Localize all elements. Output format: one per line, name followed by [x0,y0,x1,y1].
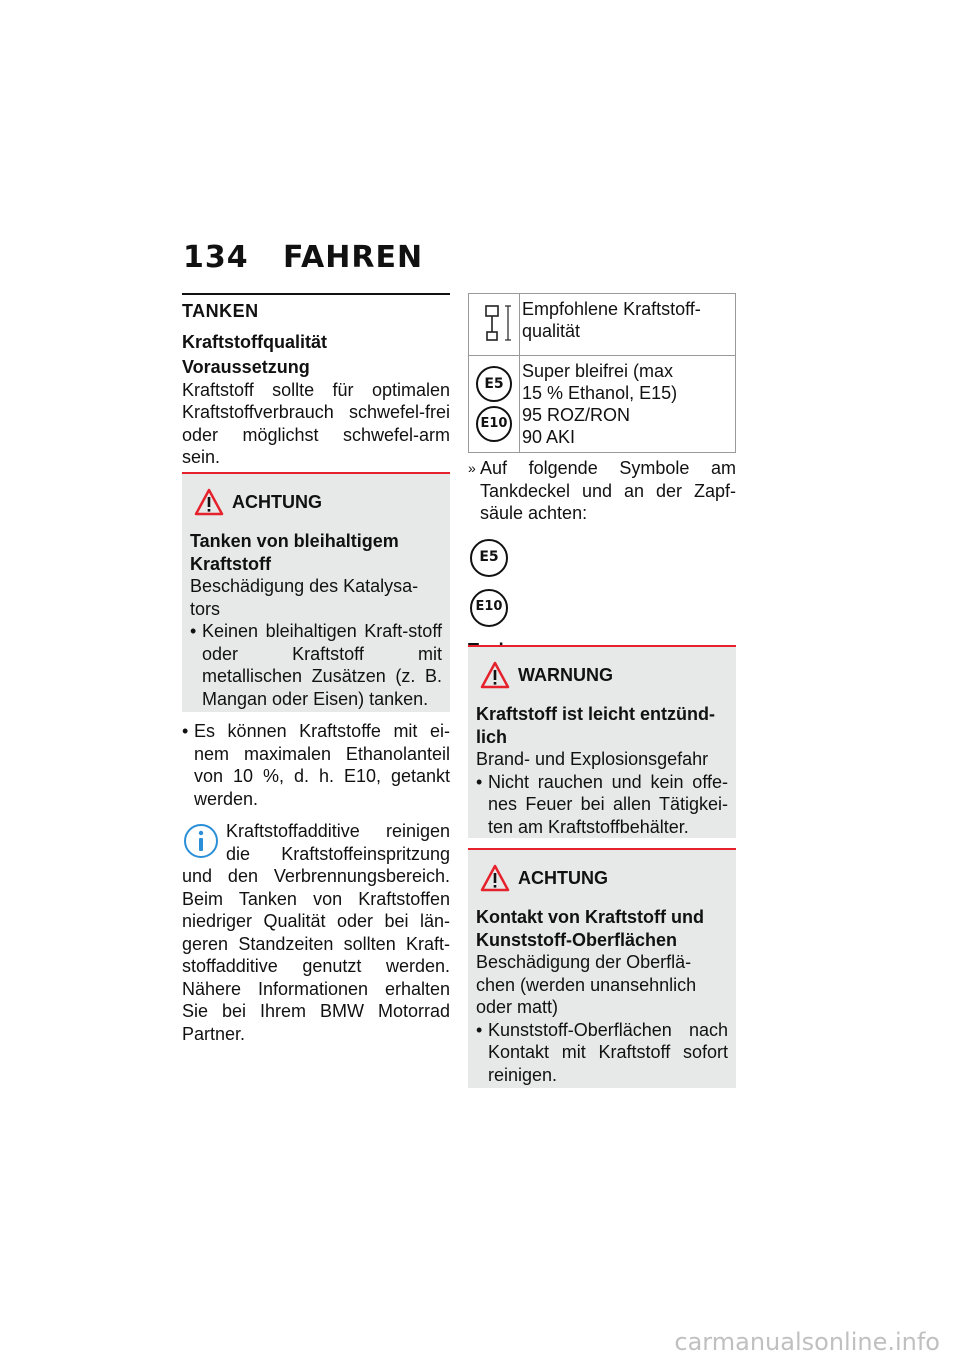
caution-bullet-2: • Kunststoff-Oberflächen nach Kontakt mit Kraftstoff sofort reinigen. [476,1019,728,1087]
caution-headline: Tanken von bleihaltigem Kraftstoff [190,531,399,574]
warning-box [468,645,736,838]
fuel-line: 15 % Ethanol, E15) [522,383,678,403]
subsection-title: Kraftstoffqualität [182,331,327,352]
right-column [468,293,736,661]
ethanol-bullet-list [182,720,450,810]
caution-box-2 [468,848,736,1088]
caution-heading-2 [476,864,728,892]
caution-box [182,472,450,712]
e10-symbol-label: E10 [475,599,503,615]
caution-label: ACHTUNG [232,491,322,512]
warning-headline: Kraftstoff ist leicht entzünd-lich [476,704,715,747]
warning-heading [476,661,728,689]
warning-triangle-icon [480,864,510,892]
e5-badge-label: E5 [484,376,504,392]
caution-bullet: • Keinen bleihaltigen Kraft-stoff oder Kraftstoff mit metallischen Zusätzen (z. B. Mangan oder Eisen) tanken. [190,620,442,710]
e10-badge-label: E10 [480,416,508,431]
section-title: TANKEN [182,301,259,321]
e5-symbol-label: E5 [479,549,499,566]
fuel-table-header-row [469,294,736,356]
caution-bullet-list [190,620,442,710]
warning-consequence: Brand- und Explosionsgefahr [476,749,709,769]
left-column-lower [182,720,450,1045]
fuel-pump-cell [469,294,520,356]
subsubsection-title: Voraussetzung [182,357,310,377]
info-text: Kraftstoffadditive reinigen die Kraftstoffeinspritzung und den Verbrennungsbereich. Beim Tanken von Kraftstoffen niedriger Qualität oder bei län-geren Standzeiten sollten Kraft-stoffadditive genutzt werden. Nähere Informationen erhalten Sie bei Ihrem BMW Motorrad Partner. [182,821,450,1044]
caution-heading [190,488,442,516]
fuel-table-values [520,356,736,453]
ethanol-bullet: • Es können Kraftstoffe mit ei-nem maximalen Ethanolanteil von 10 %, d. h. E10, getankt werden. [182,720,450,810]
caution-label-2: ACHTUNG [518,867,608,888]
fuel-pump-icon [474,298,514,346]
fuel-line: Super bleifrei (max [522,361,674,381]
fuel-table-header: Empfohlene Kraftstoff-qualität [520,294,736,356]
fuel-line: 95 ROZ/RON [522,405,631,425]
caution-consequence-2: Beschädigung der Oberflä-chen (werden unansehnlich oder matt) [476,952,697,1017]
caution-bullet-list-2 [476,1019,728,1087]
caution-headline-2: Kontakt von Kraftstoff und Kunststoff-Oberflächen [476,907,704,950]
fuel-table-row [469,356,736,453]
caution-consequence: Beschädigung des Katalysa-tors [190,576,419,619]
fuel-quality-table [468,293,736,453]
e10-badge-icon [476,406,512,442]
arrow-icon: » [468,460,476,476]
warning-triangle-icon [480,661,510,689]
e5-badge-icon [476,366,512,402]
watermark: carmanualsonline.info [674,1328,940,1356]
warning-label: WARNUNG [518,664,613,685]
warning-bullet: • Nicht rauchen und kein offe-nes Feuer bei allen Tätigkei-ten am Kraftstoffbehälter. [476,771,728,839]
info-icon [182,822,220,860]
e10-symbol-icon [470,589,508,627]
left-column [182,293,450,469]
fuel-badge-cell [469,356,520,453]
instruction-text: Auf folgende Symbole am Tankdeckel und an der Zapf-säule achten: [480,458,736,523]
intro-paragraph: Kraftstoff sollte für optimalen Kraftstoffverbrauch schwefel-frei oder möglichst schwefel-arm sein. [182,379,450,467]
fuel-line: 90 AKI [522,427,576,447]
instruction-item [468,457,736,525]
e5-symbol-icon [470,539,508,577]
warning-triangle-icon [194,488,224,516]
page-number: 134 [183,240,249,275]
info-note [182,820,450,1045]
page-header [183,240,423,275]
warning-bullet-list [476,771,728,839]
section-rule [182,293,450,295]
chapter-title: FAHREN [283,240,424,275]
